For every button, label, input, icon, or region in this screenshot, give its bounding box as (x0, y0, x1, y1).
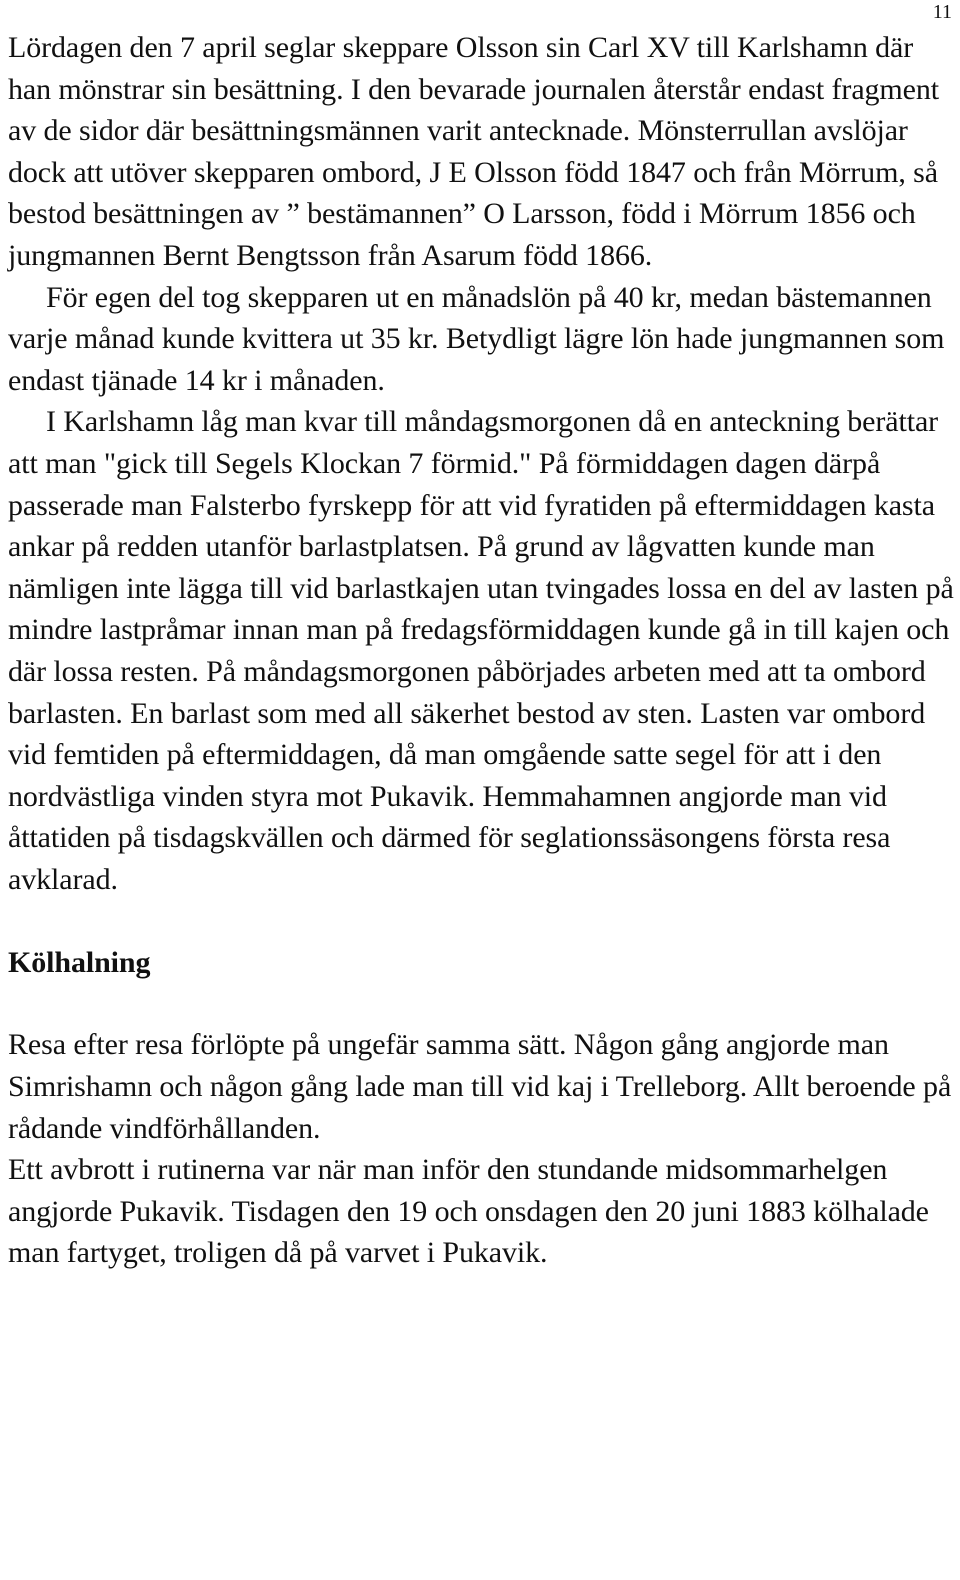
paragraph-careening: Ett avbrott i rutinerna var när man inför den stundande midsommarhelgen angjorde Pukavik. Tisdagen den 19 och onsdagen den 20 juni 1883 kölhalade man fartyget, troligen då på varvet i Pukavik. (8, 1153, 929, 1270)
section-heading: Kölhalning (8, 946, 151, 980)
page-number: 11 (932, 1, 952, 23)
paragraph-wages: För egen del tog skepparen ut en månadslön på 40 kr, medan bästemannen varje månad kunde kvittera ut 35 kr. Betydligt lägre lön hade jungmannen som endast tjänade 14 kr i månaden. (8, 280, 945, 397)
paragraph-voyage: I Karlshamn låg man kvar till måndagsmorgonen då en anteckning berättar att man "gick till Segels Klockan 7 förmid." På förmiddagen dagen därpå passerade man Falsterbo fyrskepp för att vid fyratiden på eftermiddagen kasta ankar på redden utanför barlastplatsen. På grund av lågvatten kunde man nämligen inte lägga till vid barlastkajen utan tvingades lossa en del av lasten på mindre lastpråmar innan man på fredagsförmiddagen kunde gå in till kajen och där lossa resten. På måndagsmorgonen påbörjades arbeten med att ta ombord barlasten. En barlast som med all säkerhet bestod av sten. Lasten var ombord vid femtiden på eftermiddagen, då man omgående satte segel för att i den nordvästliga vinden styra mot Pukavik. Hemmahamnen angjorde man vid åttatiden på tisdagskvällen och därmed för seglationssäsongens första resa avklarad. (8, 405, 954, 896)
paragraph-routine: Resa efter resa förlöpte på ungefär samma sätt. Någon gång angjorde man Simrishamn och någon gång lade man till vid kaj i Trelleborg. Allt beroende på rådande vindförhållanden. (8, 1028, 952, 1145)
document-body (8, 27, 956, 1274)
paragraph-crew: Lördagen den 7 april seglar skeppare Olsson sin Carl XV till Karlshamn där han mönstrar sin besättning. I den bevarade journalen återstår endast fragment av de sidor där besättningsmännen varit antecknade. Mönsterrullan avslöjar dock att utöver skepparen ombord, J E Olsson född 1847 och från Mörrum, så bestod besättningen av ” bestämannen” O Larsson, född i Mörrum 1856 och jungmannen Bernt Bengtsson från Asarum född 1866. (8, 31, 940, 272)
